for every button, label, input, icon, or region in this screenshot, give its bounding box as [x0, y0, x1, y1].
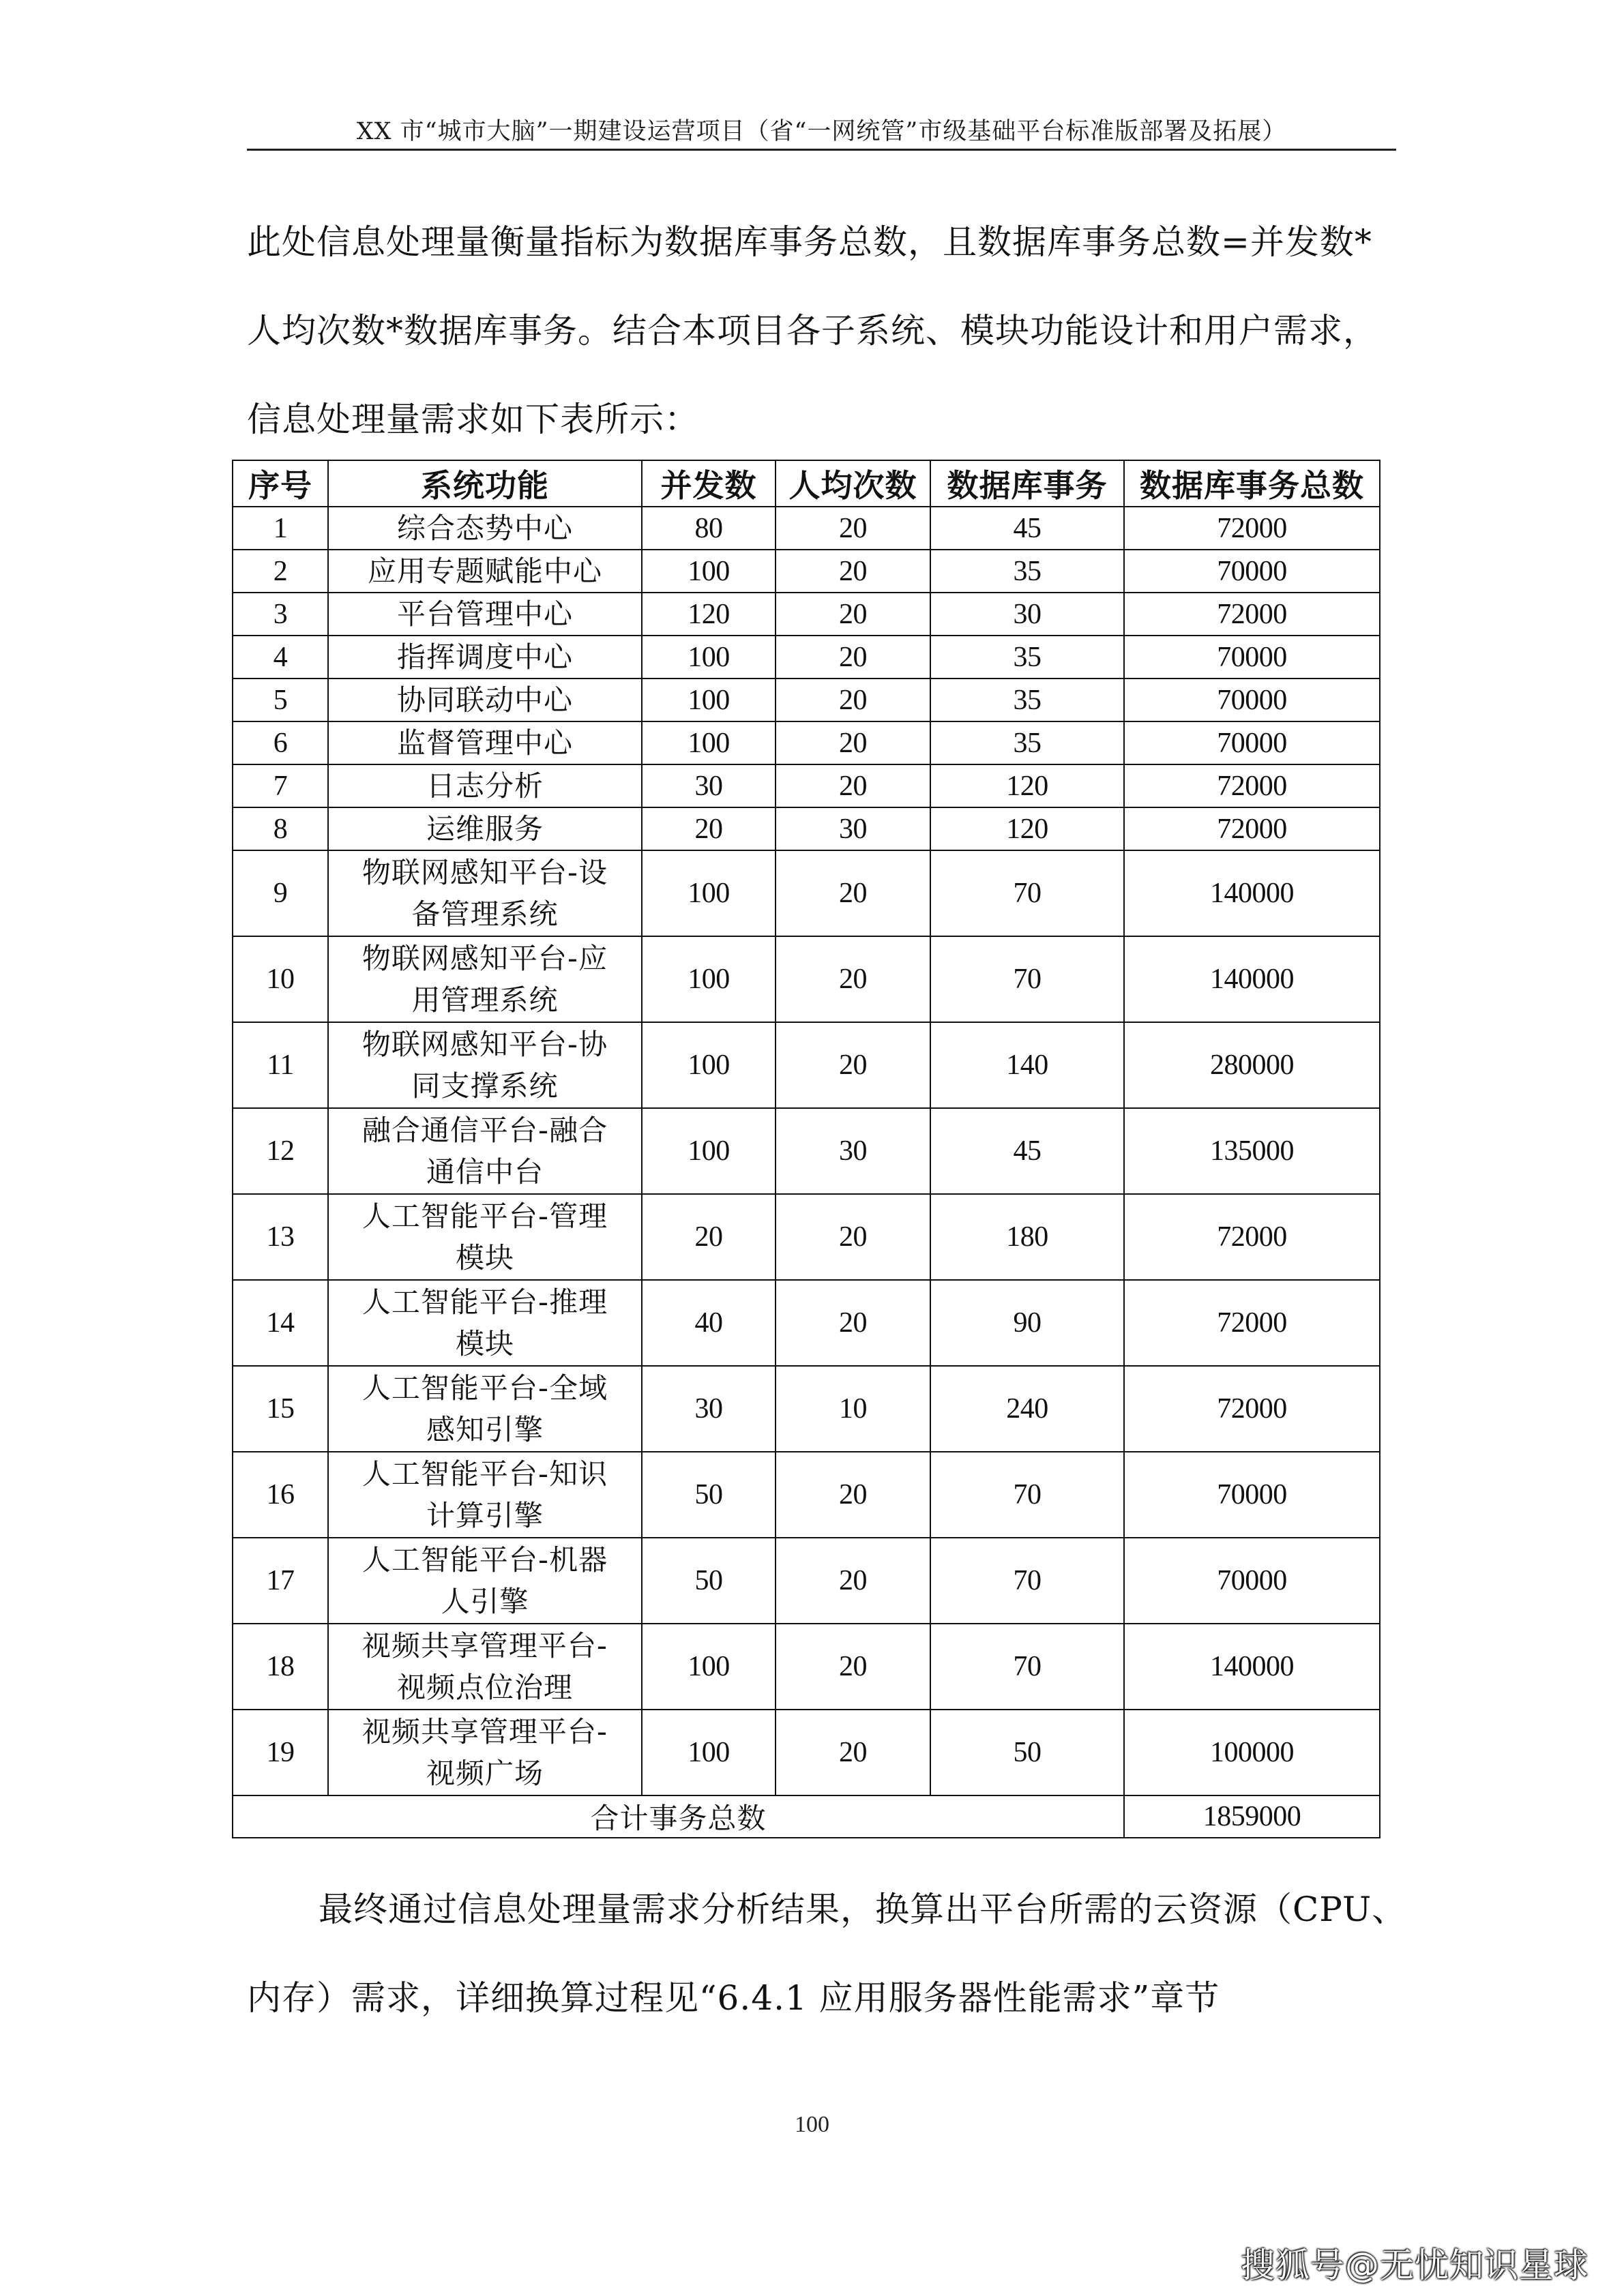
cell-function-line: 人工智能平台-知识: [361, 1457, 608, 1491]
cell-index: 2: [233, 550, 328, 593]
total-value: 1859000: [1124, 1795, 1380, 1838]
table-row: [233, 1366, 1380, 1452]
column-header-total-transactions: 数据库事务总数: [1124, 460, 1380, 507]
cell-total-transactions: 70000: [1124, 636, 1380, 679]
table-row: [233, 593, 1380, 636]
cell-function-line: 视频共享管理平台-: [361, 1715, 608, 1748]
cell-per-user: 20: [776, 936, 930, 1022]
cell-index: 9: [233, 850, 328, 936]
cell-concurrency: 100: [642, 850, 776, 936]
cell-transactions: 90: [930, 1280, 1124, 1366]
cell-per-user: 20: [776, 507, 930, 550]
cell-function-line: 应用专题赋能中心: [367, 554, 602, 588]
cell-function-line: 物联网感知平台-应: [361, 942, 608, 975]
table-row: [233, 1452, 1380, 1538]
table-row: [233, 550, 1380, 593]
cell-transactions: 70: [930, 850, 1124, 936]
cell-per-user: 20: [776, 679, 930, 721]
cell-concurrency: 120: [642, 593, 776, 636]
running-header: XX 市“城市大脑”一期建设运营项目（省“一网统管”市级基础平台标准版部署及拓展）: [356, 118, 1287, 145]
cell-transactions: 45: [930, 1108, 1124, 1194]
cell-index: 7: [233, 764, 328, 807]
cell-function: [328, 550, 642, 593]
cell-total-transactions: 140000: [1124, 1624, 1380, 1710]
cell-transactions: 35: [930, 679, 1124, 721]
info-processing-table-wrapper: [232, 460, 1379, 1838]
cell-per-user: 20: [776, 1280, 930, 1366]
cell-function-line: 人工智能平台-管理: [361, 1199, 608, 1233]
column-header-per-user: 人均次数: [776, 460, 930, 507]
table-row: [233, 936, 1380, 1022]
table-row: [233, 850, 1380, 936]
cell-index: 18: [233, 1624, 328, 1710]
info-processing-table: [232, 460, 1381, 1838]
cell-total-transactions: 72000: [1124, 807, 1380, 850]
table-row: [233, 1108, 1380, 1194]
cell-function-line: 模块: [455, 1327, 514, 1360]
intro-line: 人均次数*数据库事务。结合本项目各子系统、模块功能设计和用户需求，: [247, 311, 1378, 351]
cell-total-transactions: 135000: [1124, 1108, 1380, 1194]
cell-transactions: 35: [930, 721, 1124, 764]
cell-transactions: 180: [930, 1194, 1124, 1280]
table-header-row: [233, 460, 1380, 507]
cell-total-transactions: 70000: [1124, 679, 1380, 721]
cell-function-line: 平台管理中心: [396, 597, 573, 631]
cell-total-transactions: 100000: [1124, 1710, 1380, 1795]
cell-function: [328, 807, 642, 850]
cell-per-user: 20: [776, 593, 930, 636]
cell-transactions: 70: [930, 936, 1124, 1022]
cell-index: 16: [233, 1452, 328, 1538]
cell-function-line: 运维服务: [426, 812, 544, 846]
cell-concurrency: 100: [642, 721, 776, 764]
cell-function-line: 备管理系统: [411, 897, 559, 931]
cell-per-user: 10: [776, 1366, 930, 1452]
cell-total-transactions: 70000: [1124, 1538, 1380, 1624]
cell-concurrency: 30: [642, 764, 776, 807]
table-row: [233, 1538, 1380, 1624]
cell-function-line: 人引擎: [441, 1585, 529, 1618]
cell-function-line: 通信中台: [426, 1155, 544, 1189]
cell-function: [328, 507, 642, 550]
cell-function: [328, 1538, 642, 1624]
cell-function-line: 人工智能平台-全域: [361, 1371, 608, 1405]
cell-index: 5: [233, 679, 328, 721]
total-label: 合计事务总数: [233, 1795, 1124, 1838]
cell-concurrency: 100: [642, 1624, 776, 1710]
cell-transactions: 140: [930, 1022, 1124, 1108]
cell-index: 6: [233, 721, 328, 764]
cell-index: 11: [233, 1022, 328, 1108]
cell-index: 14: [233, 1280, 328, 1366]
table-total-row: [233, 1795, 1380, 1838]
intro-line: 信息处理量需求如下表所示：: [247, 400, 699, 439]
cell-transactions: 35: [930, 550, 1124, 593]
cell-function: [328, 764, 642, 807]
cell-transactions: 50: [930, 1710, 1124, 1795]
outro-line: [247, 1865, 1407, 1954]
cell-total-transactions: 72000: [1124, 507, 1380, 550]
cell-function: [328, 1710, 642, 1795]
cell-per-user: 20: [776, 850, 930, 936]
cell-transactions: 35: [930, 636, 1124, 679]
cell-function: [328, 850, 642, 936]
cell-concurrency: 100: [642, 936, 776, 1022]
cell-per-user: 30: [776, 1108, 930, 1194]
cell-function-line: 计算引擎: [426, 1499, 544, 1532]
cell-per-user: 20: [776, 1624, 930, 1710]
cell-total-transactions: 140000: [1124, 936, 1380, 1022]
cell-function-line: 感知引擎: [426, 1413, 544, 1446]
cell-per-user: 20: [776, 636, 930, 679]
cell-concurrency: 20: [642, 1194, 776, 1280]
cell-index: 10: [233, 936, 328, 1022]
outro-line: 内存）需求，详细换算过程见“6.4.1 应用服务器性能需求”章节: [247, 1978, 1220, 2018]
cell-function: [328, 1280, 642, 1366]
cell-function-line: 日志分析: [426, 769, 544, 803]
cell-function: [328, 1022, 642, 1108]
table-row: [233, 1710, 1380, 1795]
cell-concurrency: 100: [642, 1022, 776, 1108]
cell-concurrency: 50: [642, 1452, 776, 1538]
page-number: 100: [795, 2112, 829, 2137]
table-row: [233, 1280, 1380, 1366]
cell-per-user: 20: [776, 1022, 930, 1108]
table-row: [233, 721, 1380, 764]
cell-transactions: 120: [930, 764, 1124, 807]
cell-concurrency: 80: [642, 507, 776, 550]
cell-total-transactions: 72000: [1124, 593, 1380, 636]
cell-concurrency: 20: [642, 807, 776, 850]
cell-function-line: 视频广场: [426, 1757, 544, 1790]
cell-total-transactions: 140000: [1124, 850, 1380, 936]
cell-total-transactions: 280000: [1124, 1022, 1380, 1108]
cell-concurrency: 100: [642, 550, 776, 593]
cell-index: 15: [233, 1366, 328, 1452]
cell-total-transactions: 70000: [1124, 721, 1380, 764]
cell-index: 8: [233, 807, 328, 850]
cell-function-line: 模块: [455, 1241, 514, 1274]
cell-total-transactions: 72000: [1124, 1194, 1380, 1280]
cell-function: [328, 1366, 642, 1452]
table-row: [233, 679, 1380, 721]
cell-concurrency: 100: [642, 1108, 776, 1194]
column-header-index: 序号: [233, 460, 328, 507]
cell-function-line: 同支撑系统: [411, 1069, 559, 1103]
cell-per-user: 20: [776, 764, 930, 807]
cell-total-transactions: 72000: [1124, 1366, 1380, 1452]
cell-concurrency: 100: [642, 679, 776, 721]
cell-function-line: 视频点位治理: [396, 1671, 573, 1704]
table-row: [233, 1022, 1380, 1108]
cell-function: [328, 679, 642, 721]
cell-index: 3: [233, 593, 328, 636]
cell-function-line: 视频共享管理平台-: [361, 1629, 608, 1663]
cell-index: 4: [233, 636, 328, 679]
cell-function-line: 物联网感知平台-设: [361, 856, 608, 889]
cell-per-user: 20: [776, 1710, 930, 1795]
cell-transactions: 70: [930, 1538, 1124, 1624]
cell-function: [328, 1452, 642, 1538]
cell-function: [328, 1624, 642, 1710]
cell-function: [328, 1108, 642, 1194]
table-row: [233, 507, 1380, 550]
cell-function-line: 人工智能平台-机器: [361, 1543, 608, 1577]
table-row: [233, 1194, 1380, 1280]
watermark: 搜狐号@无忧知识星球: [1241, 2246, 1589, 2285]
cell-transactions: 70: [930, 1624, 1124, 1710]
cell-total-transactions: 70000: [1124, 1452, 1380, 1538]
cell-function: [328, 636, 642, 679]
cell-function-line: 监督管理中心: [396, 726, 573, 760]
cell-function-line: 用管理系统: [411, 983, 559, 1017]
column-header-function: 系统功能: [328, 460, 642, 507]
table-row: [233, 636, 1380, 679]
cell-function-line: 融合通信平台-融合: [361, 1114, 608, 1147]
table-row: [233, 807, 1380, 850]
cell-function: [328, 721, 642, 764]
cell-function-line: 指挥调度中心: [396, 640, 573, 674]
cell-index: 12: [233, 1108, 328, 1194]
outro-paragraph: [247, 1865, 1407, 2042]
cell-concurrency: 30: [642, 1366, 776, 1452]
cell-function-line: 人工智能平台-推理: [361, 1285, 608, 1319]
cell-concurrency: 100: [642, 636, 776, 679]
cell-per-user: 20: [776, 721, 930, 764]
column-header-transactions: 数据库事务: [930, 460, 1124, 507]
cell-function: [328, 593, 642, 636]
cell-total-transactions: 72000: [1124, 764, 1380, 807]
cell-transactions: 45: [930, 507, 1124, 550]
cell-function-line: 物联网感知平台-协: [361, 1028, 608, 1061]
intro-line: 此处信息处理量衡量指标为数据库事务总数，且数据库事务总数=并发数*: [247, 222, 1372, 262]
table-row: [233, 764, 1380, 807]
cell-transactions: 30: [930, 593, 1124, 636]
cell-per-user: 20: [776, 550, 930, 593]
cell-concurrency: 100: [642, 1710, 776, 1795]
intro-paragraph: [247, 198, 1396, 464]
cell-per-user: 20: [776, 1452, 930, 1538]
cell-total-transactions: 72000: [1124, 1280, 1380, 1366]
outro-line-text: 最终通过信息处理量需求分析结果，换算出平台所需的云资源（CPU、: [319, 1890, 1407, 1929]
cell-function: [328, 1194, 642, 1280]
cell-per-user: 20: [776, 1538, 930, 1624]
table-body: [233, 507, 1380, 1795]
cell-concurrency: 40: [642, 1280, 776, 1366]
cell-function-line: 协同联动中心: [396, 683, 573, 717]
cell-per-user: 30: [776, 807, 930, 850]
column-header-concurrency: 并发数: [642, 460, 776, 507]
cell-concurrency: 50: [642, 1538, 776, 1624]
cell-per-user: 20: [776, 1194, 930, 1280]
cell-index: 19: [233, 1710, 328, 1795]
cell-total-transactions: 70000: [1124, 550, 1380, 593]
cell-index: 13: [233, 1194, 328, 1280]
cell-transactions: 120: [930, 807, 1124, 850]
cell-transactions: 70: [930, 1452, 1124, 1538]
cell-transactions: 240: [930, 1366, 1124, 1452]
table-row: [233, 1624, 1380, 1710]
cell-function-line: 综合态势中心: [396, 511, 573, 545]
cell-function: [328, 936, 642, 1022]
cell-index: 17: [233, 1538, 328, 1624]
header-rule: [247, 149, 1396, 151]
cell-index: 1: [233, 507, 328, 550]
